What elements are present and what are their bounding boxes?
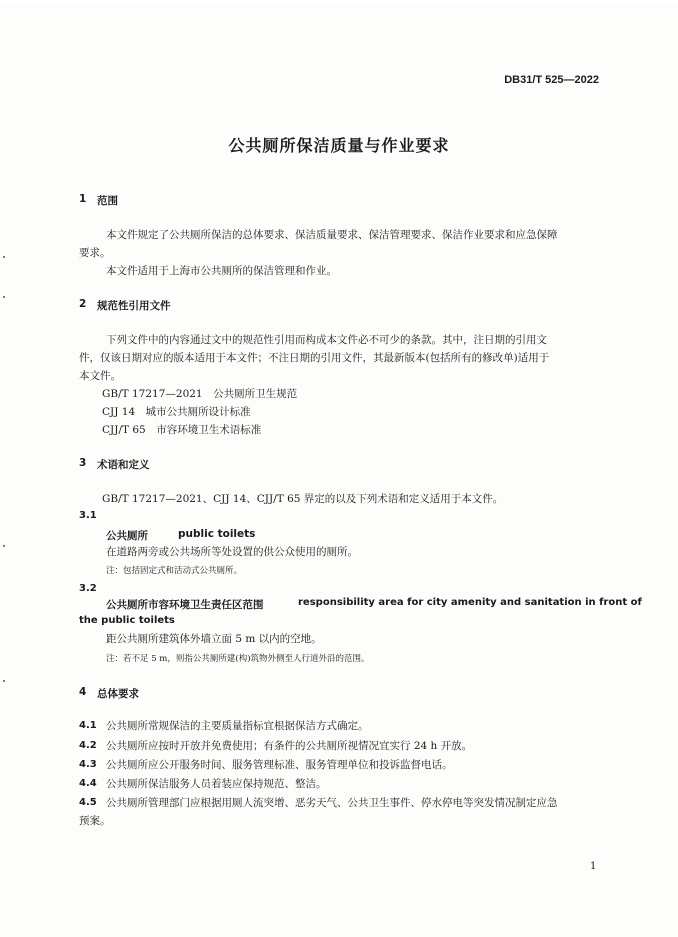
term-3-1-en: public toilets bbox=[178, 528, 256, 540]
section-1-heading: 范围 bbox=[97, 195, 118, 207]
term-3-2-cn: 公共厕所市容环境卫生责任区范围 bbox=[106, 599, 264, 611]
reference-item: CJJ/T 65 市容环境卫生术语标准 bbox=[102, 424, 262, 436]
clause-text: 公共厕所常规保洁的主要质量指标宜根据保洁方式确定。 bbox=[106, 720, 369, 732]
term-3-2-note: 注：若不足 5 m，则指公共厕所建(构)筑物外侧至人行道外沿的范围。 bbox=[106, 654, 370, 664]
term-3-2-number: 3.2 bbox=[79, 583, 97, 594]
clause-number: 4.5 bbox=[79, 797, 97, 808]
document-title: 公共厕所保洁质量与作业要求 bbox=[228, 136, 450, 155]
top-edge bbox=[0, 0, 678, 4]
clause-number: 4.1 bbox=[79, 720, 97, 731]
term-3-1-definition: 在道路两旁或公共场所等处设置的供公众使用的厕所。 bbox=[106, 546, 358, 558]
clause-number: 4.3 bbox=[79, 759, 97, 770]
clause-text-cont: 预案。 bbox=[79, 815, 111, 827]
term-3-1-cn: 公共厕所 bbox=[106, 530, 148, 542]
section-1-number: 1 bbox=[79, 193, 87, 205]
clause-text: 公共厕所应按时开放并免费使用；有条件的公共厕所视情况宜实行 24 h 开放。 bbox=[106, 740, 473, 752]
section-2-para-end: 本文件。 bbox=[79, 370, 121, 382]
section-2-heading: 规范性引用文件 bbox=[97, 300, 171, 312]
section-4-number: 4 bbox=[79, 686, 87, 698]
clause-text: 公共厕所管理部门应根据用厕人流突增、恶劣天气、公共卫生事件、停水停电等突发情况制定应急 bbox=[106, 797, 558, 809]
term-3-2-en-cont: the public toilets bbox=[79, 615, 175, 626]
section-4-heading: 总体要求 bbox=[97, 688, 139, 700]
scan-speck bbox=[3, 296, 5, 298]
section-2-para-cont: 件，仅该日期对应的版本适用于本文件；不注日期的引用文件，其最新版本(包括所有的修改单)适用于 bbox=[79, 352, 550, 364]
scan-speck bbox=[3, 680, 5, 682]
section-1-para1-cont: 要求。 bbox=[79, 247, 111, 259]
standard-number: DB31/T 525—2022 bbox=[504, 74, 599, 86]
page-number: 1 bbox=[590, 861, 597, 872]
section-2-para: 下列文件中的内容通过文中的规范性引用而构成本文件必不可少的条款。其中，注日期的引用文 bbox=[106, 334, 547, 346]
section-3-heading: 术语和定义 bbox=[97, 459, 150, 471]
section-1-para2: 本文件适用于上海市公共厕所的保洁管理和作业。 bbox=[106, 265, 337, 277]
clause-text: 公共厕所保洁服务人员着装应保持规范、整洁。 bbox=[106, 778, 327, 790]
section-2-number: 2 bbox=[79, 298, 87, 310]
term-3-1-number: 3.1 bbox=[79, 510, 97, 521]
scan-speck bbox=[3, 545, 5, 547]
term-3-2-en: responsibility area for city amenity and sanitation in front of bbox=[298, 597, 642, 608]
section-1-para1: 本文件规定了公共厕所保洁的总体要求、保洁质量要求、保洁管理要求、保洁作业要求和应急保障 bbox=[106, 229, 558, 241]
term-3-1-note: 注：包括固定式和活动式公共厕所。 bbox=[106, 566, 243, 576]
term-3-2-definition: 距公共厕所建筑体外墙立面 5 m 以内的空地。 bbox=[106, 633, 322, 645]
section-3-intro: GB/T 17217—2021、CJJ 14、CJJ/T 65 界定的以及下列术语和定义适用于本文件。 bbox=[102, 493, 504, 505]
clause-text: 公共厕所应公开服务时间、服务管理标准、服务管理单位和投诉监督电话。 bbox=[106, 759, 453, 771]
reference-item: CJJ 14 城市公共厕所设计标准 bbox=[102, 406, 251, 418]
clause-number: 4.4 bbox=[79, 778, 97, 789]
clause-number: 4.2 bbox=[79, 740, 97, 751]
section-3-number: 3 bbox=[79, 457, 87, 469]
reference-item: GB/T 17217—2021 公共厕所卫生规范 bbox=[102, 388, 298, 400]
scan-speck bbox=[3, 256, 5, 258]
